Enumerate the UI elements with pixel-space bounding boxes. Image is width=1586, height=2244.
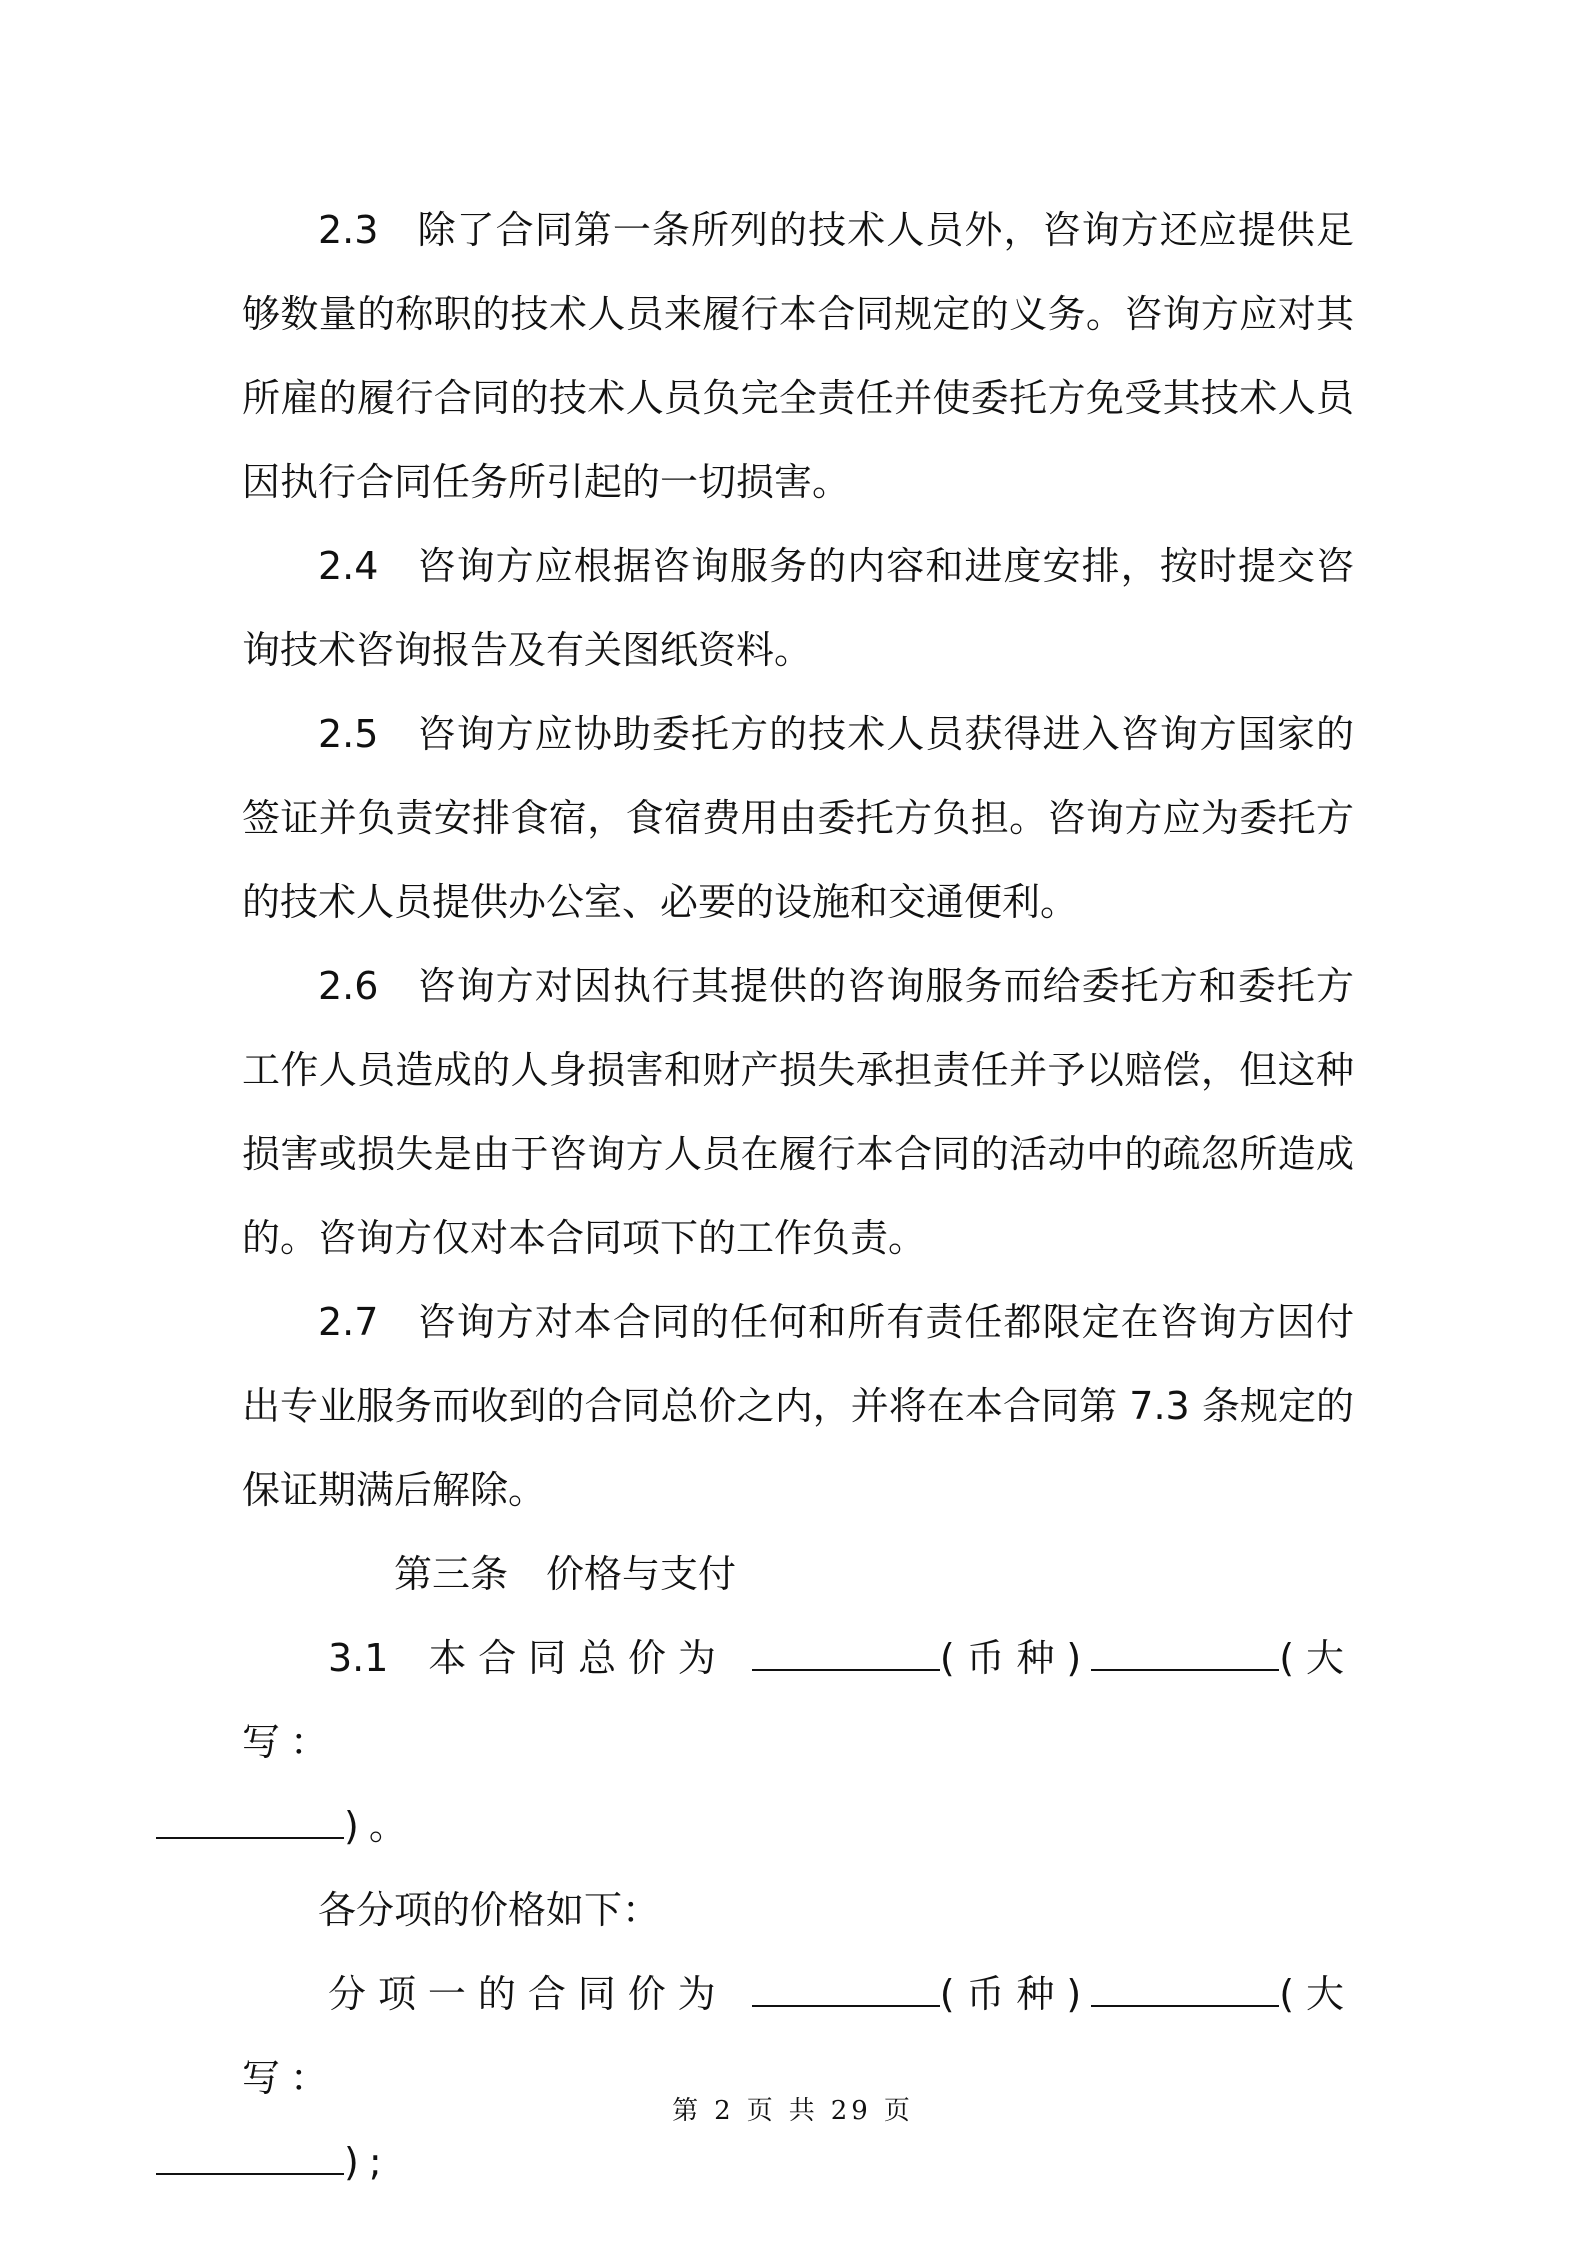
article-title: 价格与支付	[546, 1552, 737, 1596]
blank-currency[interactable]	[1091, 1663, 1279, 1671]
clause-end: )。	[344, 1804, 417, 1848]
clause-lead: 本合同总价为	[426, 1636, 728, 1680]
clause-number: 3.1	[328, 1636, 389, 1680]
subitems-intro: 各分项的价格如下：	[318, 1888, 661, 1932]
subitem-lead: 分项一的合同价为	[328, 1972, 728, 2016]
blank-total-price[interactable]	[752, 1663, 940, 1671]
blank-subitem-daxie[interactable]	[156, 2167, 344, 2175]
clause-number: 2.7	[318, 1300, 379, 1344]
clause-3-1	[242, 1616, 1354, 1868]
clause-number: 2.6	[318, 964, 379, 1008]
blank-subitem-price[interactable]	[752, 1999, 940, 2007]
clause-2-7	[242, 1280, 1354, 1532]
footer-ye: 页	[746, 2096, 777, 2126]
clause-text: 除了合同第一条所列的技术人员外，咨询方还应提供足够数量的称职的技术人员来履行本合同规定的义务。咨询方应对其所雇的履行合同的技术人员负完全责任并使委托方免受其技术人员因执行合同任务所引起的一切损害。	[242, 208, 1354, 504]
footer-di: 第	[672, 2096, 703, 2126]
clause-2-3	[242, 188, 1354, 524]
clause-number: 2.4	[318, 544, 379, 588]
clause-2-5	[242, 692, 1354, 944]
daxie-label: (大写：	[242, 1972, 1354, 2100]
footer-ye2: 页	[883, 2096, 914, 2126]
clause-text: 咨询方对因执行其提供的咨询服务而给委托方和委托方工作人员造成的人身损害和财产损失承担责任并予以赔偿，但这种损害或损失是由于咨询方人员在履行本合同的活动中的疏忽所造成的。咨询方仅对本合同项下的工作负责。	[242, 964, 1354, 1260]
page-footer	[0, 2090, 1586, 2127]
article-3-heading	[242, 1532, 1354, 1616]
clause-text: 咨询方对本合同的任何和所有责任都限定在咨询方因付出专业服务而收到的合同总价之内，并将在本合同第 7.3 条规定的保证期满后解除。	[242, 1300, 1354, 1512]
blank-subitem-currency[interactable]	[1091, 1999, 1279, 2007]
clause-2-6	[242, 944, 1354, 1280]
clause-text: 咨询方应协助委托方的技术人员获得进入咨询方国家的签证并负责安排食宿，食宿费用由委托方负担。咨询方应为委托方的技术人员提供办公室、必要的设施和交通便利。	[242, 712, 1354, 924]
blank-daxie[interactable]	[156, 1831, 344, 1839]
clause-number: 2.5	[318, 712, 379, 756]
clause-text: 咨询方应根据咨询服务的内容和进度安排，按时提交咨询技术咨询报告及有关图纸资料。	[242, 544, 1354, 672]
subitem-1	[242, 1952, 1354, 2204]
clause-number: 2.3	[318, 208, 379, 252]
daxie-label: (大写：	[242, 1636, 1354, 1764]
footer-total-pages: 29	[830, 2096, 872, 2126]
article-number: 第三条	[394, 1552, 509, 1596]
currency-label: (币种)	[939, 1636, 1092, 1680]
currency-label: (币种)	[939, 1972, 1092, 2016]
document-body	[242, 188, 1354, 2204]
clause-2-4	[242, 524, 1354, 692]
subitem-end: );	[344, 2140, 392, 2184]
footer-page-number: 2	[714, 2096, 735, 2126]
footer-gong: 共	[788, 2096, 819, 2126]
